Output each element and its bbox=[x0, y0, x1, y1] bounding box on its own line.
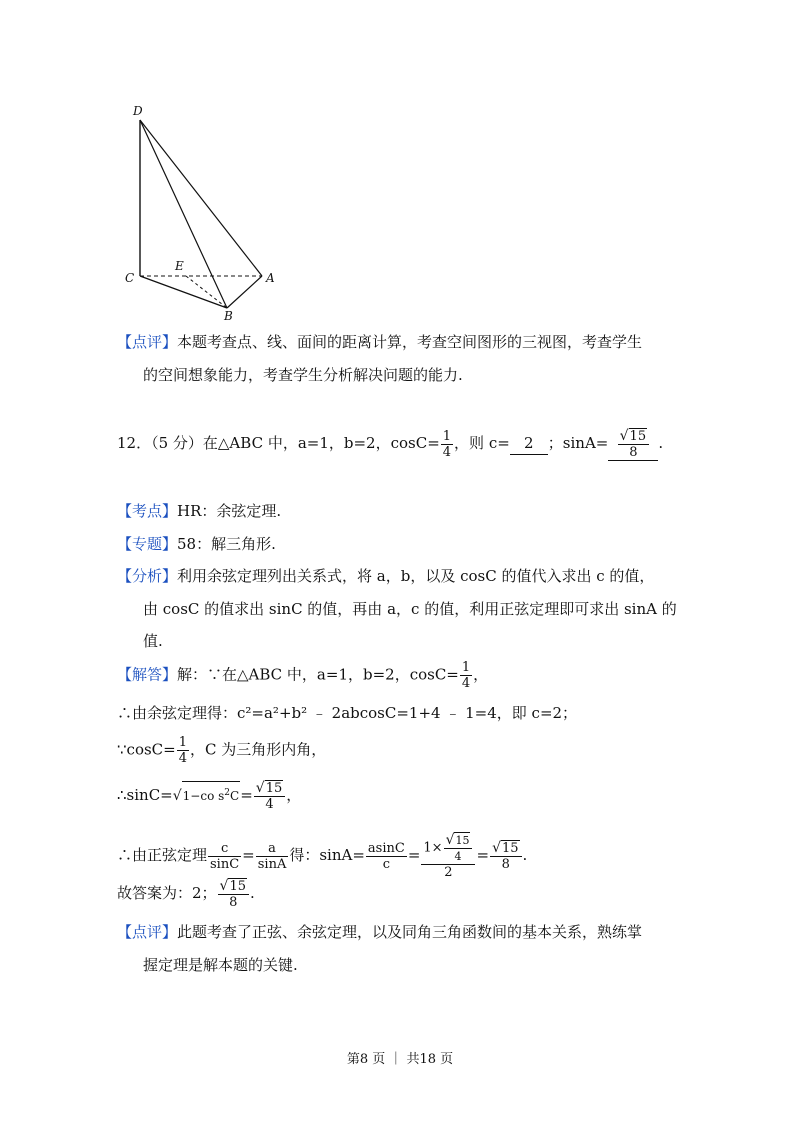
review1-line2: 的空间想象能力，考查学生分析解决问题的能力. bbox=[143, 366, 463, 384]
tetrahedron-figure bbox=[120, 100, 290, 325]
zhuanti-line: 【专题】58：解三角形. bbox=[117, 535, 276, 553]
answer-sina-blank: $\frac{√15}{8}$ bbox=[608, 428, 658, 461]
jieda-line1: 【解答】解：∵在△ABC 中，a=1，b=2，cosC= $\frac{1}{4}$ ， bbox=[117, 660, 489, 691]
answer-c-blank: 2 bbox=[510, 432, 548, 455]
jieda-line2: ∴由余弦定理得：c²=a²+b² ﹣ 2abcosC=1+4 ﹣ 1=4，即 c=2； bbox=[117, 704, 578, 722]
fenxi-line3: 值. bbox=[143, 632, 163, 650]
review1-tag: 【点评】 bbox=[117, 333, 178, 351]
kaodian-line: 【考点】HR：余弦定理. bbox=[117, 502, 282, 520]
label-d: D bbox=[133, 104, 143, 118]
label-b: B bbox=[224, 309, 233, 323]
fenxi-line1: 【分析】利用余弦定理列出关系式，将 a，b，以及 cosC 的值代入求出 c 的值， bbox=[117, 567, 655, 585]
cosc-fraction: $\frac{1}{4}$ bbox=[442, 428, 452, 460]
edge-ab bbox=[227, 276, 262, 308]
review2-line1: 【点评】此题考查了正弦、余弦定理，以及同角三角函数间的基本关系，熟练掌 bbox=[117, 923, 643, 941]
edge-eb-dashed bbox=[186, 276, 227, 308]
question-12: 12．（5 分）在△ABC 中，a=1，b=2，cosC= $\frac{1}{4}$ ，则 c= 2 ；sinA= $\frac{√15}{8}$ . bbox=[117, 428, 664, 460]
review1-line1: 【点评】本题考查点、线、面间的距离计算，考查空间图形的三视图，考查学生 bbox=[117, 333, 643, 351]
fenxi-line2: 由 cosC 的值求出 sinC 的值，再由 a，c 的值，利用正弦定理即可求出 sinA 的 bbox=[143, 600, 677, 618]
label-c: C bbox=[125, 271, 135, 285]
page-footer: 第8 页 ｜ 共18 页 bbox=[346, 1052, 454, 1067]
label-e: E bbox=[175, 259, 184, 273]
label-a: A bbox=[266, 271, 275, 285]
jieda-line4: ∴sinC=√1−co $s^2C=$ $\frac{√15}{4}$ ， bbox=[117, 780, 302, 812]
jieda-line5: ∴由正弦定理 $\frac{c}{\sin C}$ = $\frac{a}{\sin A}$ 得：sinA= $\frac{asinC}{c}$ = 1× $\frac{√15}{4}$ 2 = $\frac{√15}{8}$ . bbox=[117, 832, 528, 880]
review2-line2: 握定理是解本题的关键. bbox=[143, 956, 298, 974]
jieda-line6: 故答案为：2； $\frac{√15}{8}$ . bbox=[117, 878, 255, 910]
jieda-line3: ∵cosC= $\frac{1}{4}$ ，C 为三角形内角， bbox=[117, 735, 327, 766]
